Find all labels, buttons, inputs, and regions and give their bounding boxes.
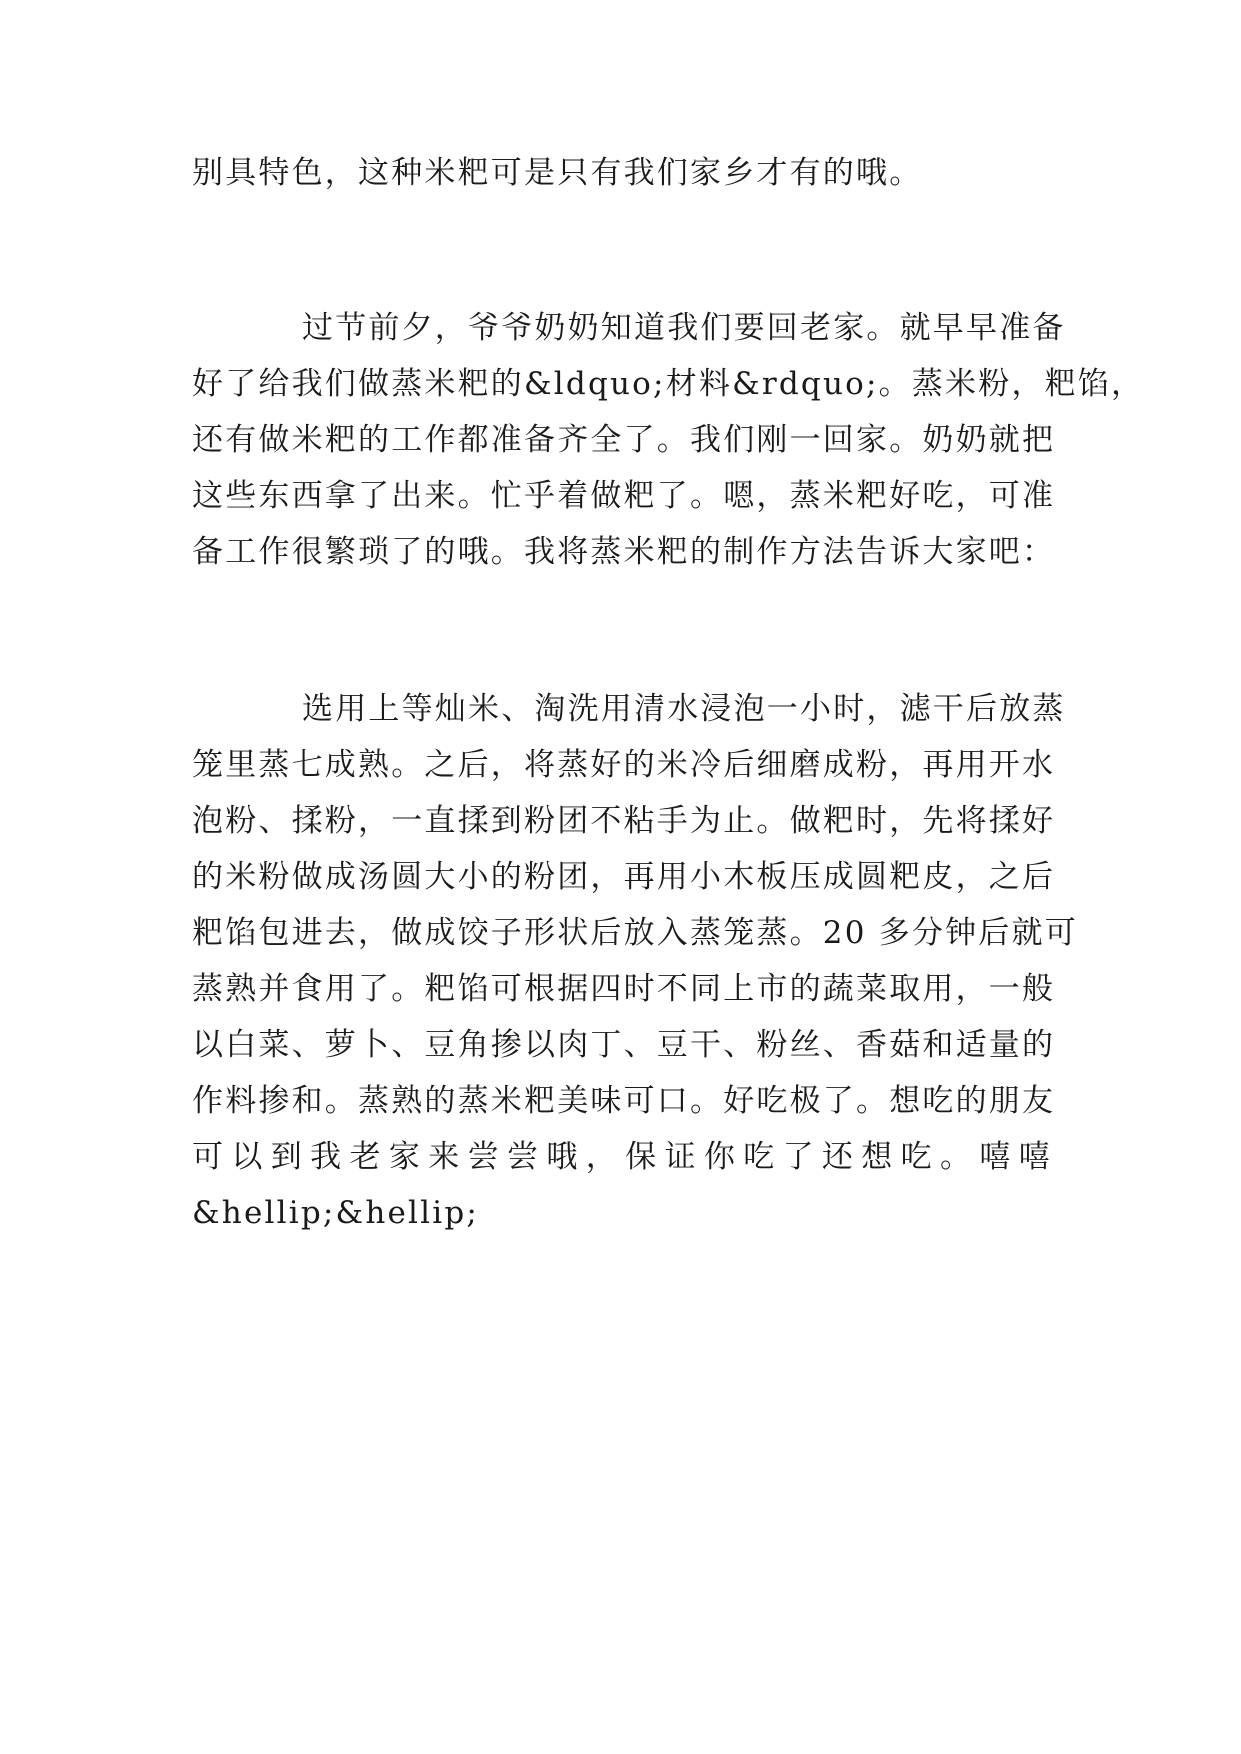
text-line: 笼里蒸七成熟。之后，将蒸好的米冷后细磨成粉，再用开水 — [192, 747, 1056, 783]
text-line: 还有做米粑的工作都准备齐全了。我们刚一回家。奶奶就把 — [192, 422, 1056, 458]
text-line: 蒸熟并食用了。粑馅可根据四时不同上市的蔬菜取用，一般 — [192, 971, 1056, 1007]
text-line: 作料掺和。蒸熟的蒸米粑美味可口。好吃极了。想吃的朋友 — [192, 1083, 1056, 1119]
text-line: 泡粉、揉粉，一直揉到粉团不粘手为止。做粑时，先将揉好 — [192, 803, 1056, 839]
text-line: &hellip;&hellip; — [192, 1195, 480, 1231]
text-line: 的米粉做成汤圆大小的粉团，再用小木板压成圆粑皮，之后 — [192, 859, 1056, 895]
text-line: 可以到我老家来尝尝哦，保证你吃了还想吃。嘻嘻 — [192, 1139, 1052, 1175]
paragraph-first-line: 过节前夕，爷爷奶奶知道我们要回老家。就早早准备 — [302, 310, 1066, 346]
text-line: 粑馅包进去，做成饺子形状后放入蒸笼蒸。20 多分钟后就可 — [192, 915, 1078, 951]
text-line: 以白菜、萝卜、豆角掺以肉丁、豆干、粉丝、香菇和适量的 — [192, 1027, 1056, 1063]
text-line: 备工作很繁琐了的哦。我将蒸米粑的制作方法告诉大家吧： — [192, 534, 1056, 570]
text-line: 好了给我们做蒸米粑的&ldquo;材料&rdquo;。蒸米粉，粑馅， — [192, 366, 1145, 402]
text-line: 这些东西拿了出来。忙乎着做粑了。嗯，蒸米粑好吃，可准 — [192, 478, 1056, 514]
paragraph-first-line: 选用上等灿米、淘洗用清水浸泡一小时，滤干后放蒸 — [302, 691, 1066, 727]
text-line: 别具特色，这种米粑可是只有我们家乡才有的哦。 — [192, 155, 923, 191]
